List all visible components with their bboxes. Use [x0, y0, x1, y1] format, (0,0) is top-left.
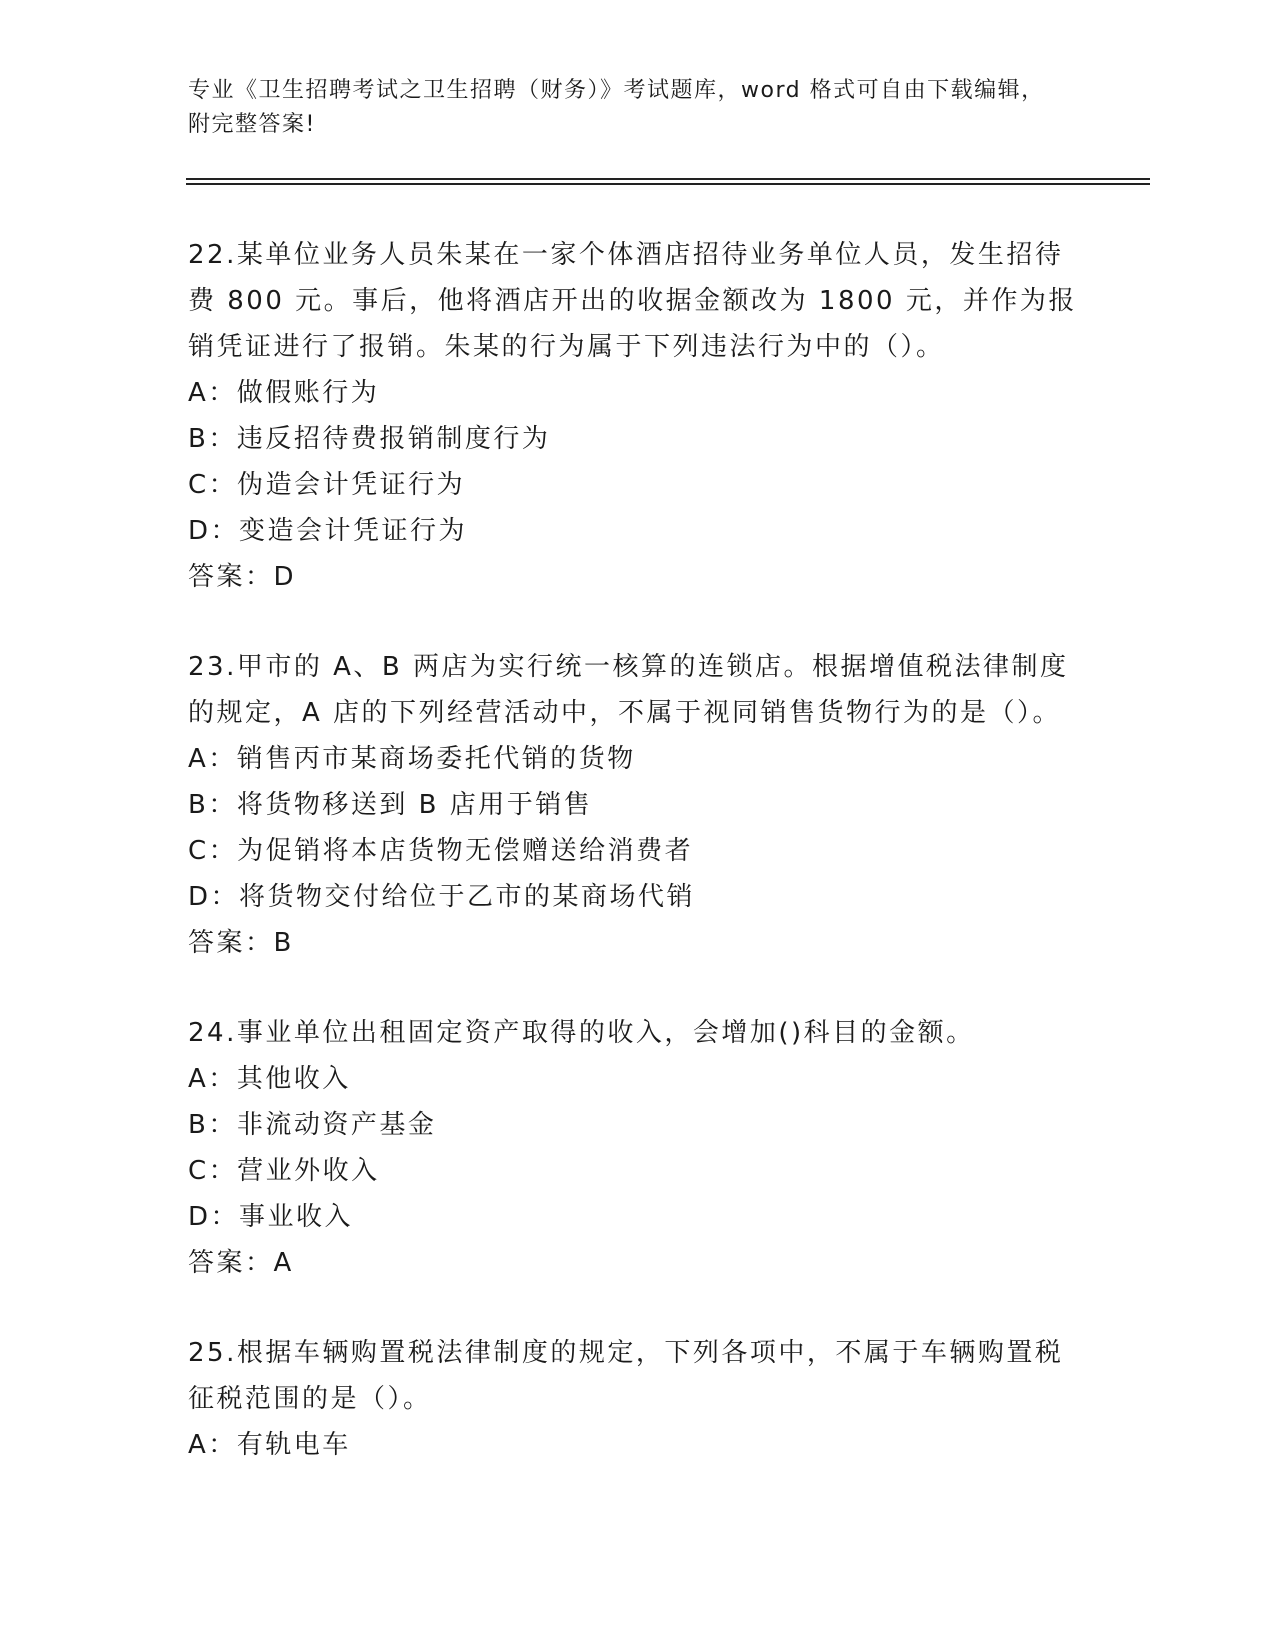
answer-line: 答案：B	[188, 928, 294, 958]
option-a: A：其他收入	[188, 1064, 351, 1094]
answer-line: 答案：A	[188, 1248, 294, 1278]
option-a: A：有轨电车	[188, 1430, 351, 1460]
document-header: 专业《卫生招聘考试之卫生招聘（财务）》考试题库，word 格式可自由下载编辑，附完整答案!	[188, 78, 1045, 137]
option-c: C：营业外收入	[188, 1156, 380, 1186]
question-list	[188, 232, 1088, 1512]
option-c: C：伪造会计凭证行为	[188, 470, 466, 500]
header-rule-bottom	[186, 183, 1150, 185]
question-stem: 24.事业单位出租固定资产取得的收入，会增加()科目的金额。	[188, 1018, 975, 1048]
header-rule-top	[186, 178, 1150, 180]
option-b: B：非流动资产基金	[188, 1110, 437, 1140]
question-22	[188, 232, 1088, 600]
question-25	[188, 1330, 1088, 1468]
option-d: D：事业收入	[188, 1202, 354, 1232]
option-a: A：做假账行为	[188, 378, 380, 408]
option-b: B：违反招待费报销制度行为	[188, 424, 551, 454]
question-stem: 23.甲市的 A、B 两店为实行统一核算的连锁店。根据增值税法律制度的规定，A 店的下列经营活动中，不属于视同销售货物行为的是（）。	[188, 652, 1069, 728]
option-b: B：将货物移送到 B 店用于销售	[188, 790, 593, 820]
option-c: C：为促销将本店货物无偿赠送给消费者	[188, 836, 694, 866]
question-24	[188, 1010, 1088, 1286]
question-stem: 25.根据车辆购置税法律制度的规定，下列各项中，不属于车辆购置税征税范围的是（）。	[188, 1338, 1064, 1414]
option-d: D：将货物交付给位于乙市的某商场代销	[188, 882, 696, 912]
answer-line: 答案：D	[188, 562, 297, 592]
option-d: D：变造会计凭证行为	[188, 516, 468, 546]
option-a: A：销售丙市某商场委托代销的货物	[188, 744, 636, 774]
question-stem: 22.某单位业务人员朱某在一家个体酒店招待业务单位人员，发生招待费 800 元。事后，他将酒店开出的收据金额改为 1800 元，并作为报销凭证进行了报销。朱某的行为属于下列违法行为中的（）。	[188, 240, 1077, 362]
question-23	[188, 644, 1088, 966]
